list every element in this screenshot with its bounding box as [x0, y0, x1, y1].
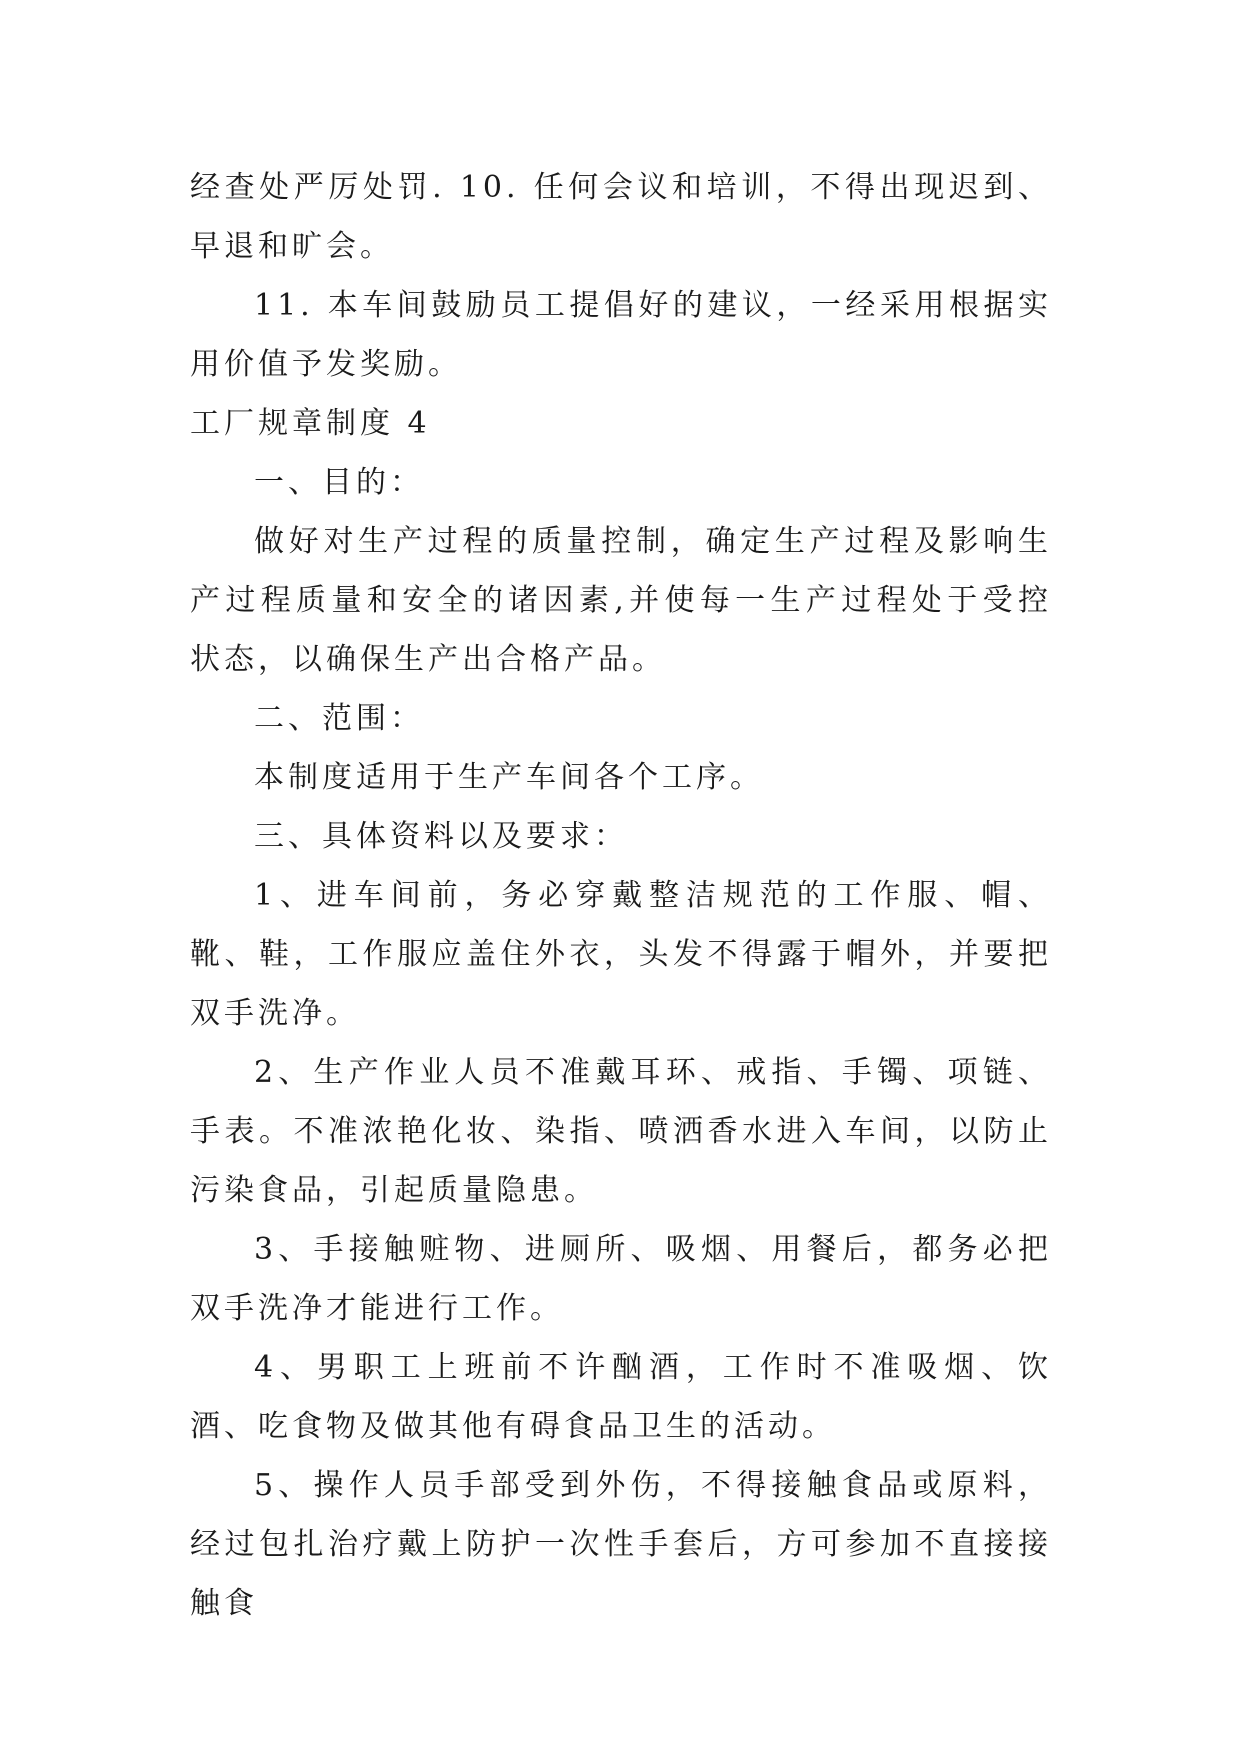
paragraph-penalty-and-meetings: 经查处严厉处罚. 10. 任何会议和培训，不得出现迟到、早退和旷会。	[190, 170, 1052, 264]
list-item-2: 2、生产作业人员不准戴耳环、戒指、手镯、项链、手表。不准浓艳化妆、染指、喷洒香水进入车间，以防止污染食品，引起质量隐患。	[190, 1055, 1052, 1208]
paragraph-scope: 本制度适用于生产车间各个工序。	[254, 760, 764, 795]
paragraph-suggestions-reward: 11. 本车间鼓励员工提倡好的建议，一经采用根据实用价值予发奖励。	[190, 288, 1052, 382]
paragraph-purpose: 做好对生产过程的质量控制，确定生产过程及影响生产过程质量和安全的诸因素,并使每一生产过程处于受控状态，以确保生产出合格产品。	[190, 524, 1052, 677]
subheading-requirements: 三、具体资料以及要求：	[254, 819, 628, 854]
section-heading: 工厂规章制度 4	[190, 406, 431, 441]
document-body	[190, 158, 1052, 1633]
list-item-5: 5、操作人员手部受到外伤，不得接触食品或原料，经过包扎治疗戴上防护一次性手套后，方可参加不直接接触食	[190, 1468, 1052, 1621]
list-item-1: 1、进车间前，务必穿戴整洁规范的工作服、帽、靴、鞋，工作服应盖住外衣，头发不得露于帽外，并要把双手洗净。	[190, 878, 1052, 1031]
subheading-scope: 二、范围：	[254, 701, 424, 736]
list-item-4: 4、男职工上班前不许酗酒，工作时不准吸烟、饮酒、吃食物及做其他有碍食品卫生的活动。	[190, 1350, 1052, 1444]
subheading-purpose: 一、目的：	[254, 465, 424, 500]
list-item-3: 3、手接触赃物、进厕所、吸烟、用餐后，都务必把双手洗净才能进行工作。	[190, 1232, 1052, 1326]
